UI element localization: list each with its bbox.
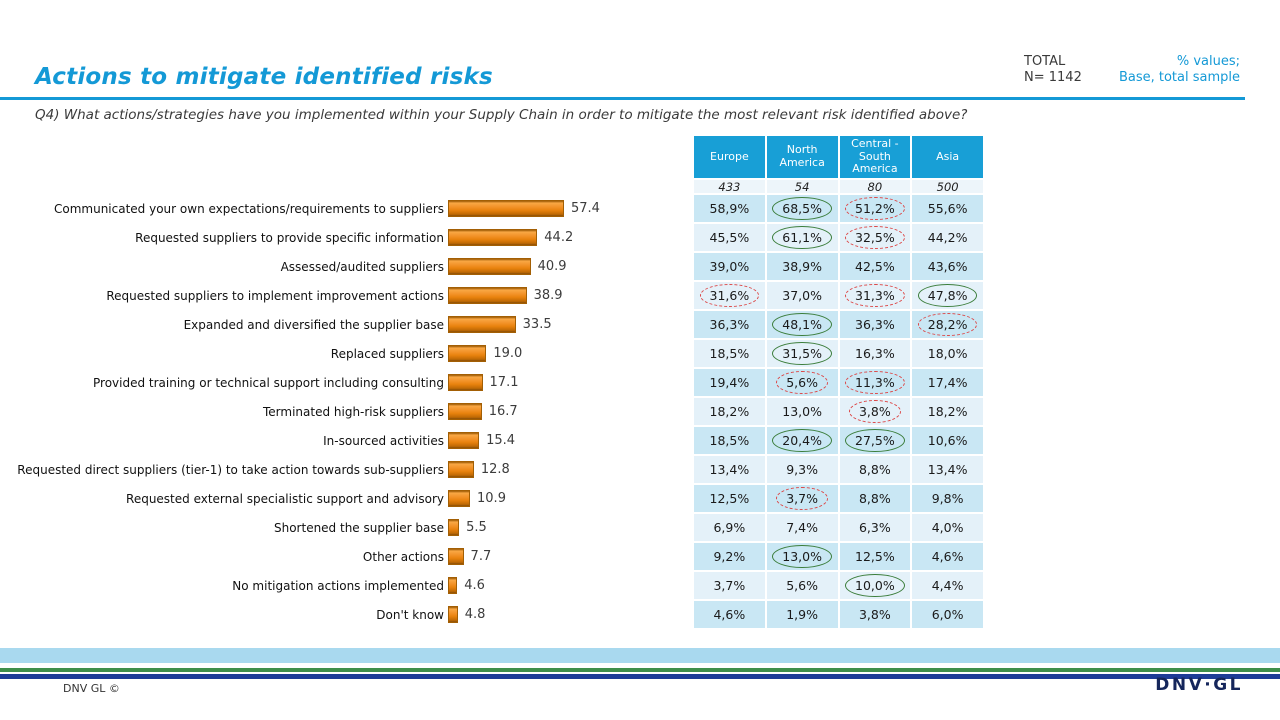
table-cell <box>767 195 838 222</box>
base-cell: 433 <box>694 180 765 193</box>
table-cell: 12,5% <box>840 543 911 570</box>
highlight-ellipse-green: 47,8% <box>926 288 970 303</box>
table-cell <box>840 398 911 425</box>
table-cell: 18,5% <box>694 427 765 454</box>
chart-row <box>0 426 694 455</box>
ellipse-outline <box>772 197 832 220</box>
table-cell: 44,2% <box>912 224 983 251</box>
highlight-ellipse-red: 28,2% <box>926 317 970 332</box>
table-cell: 13,0% <box>767 398 838 425</box>
table-cell: 4,6% <box>694 601 765 628</box>
chart-row <box>0 484 694 513</box>
ellipse-outline <box>776 487 828 510</box>
bar-value: 16.7 <box>488 404 518 419</box>
dnvgl-logo: DNV·GL <box>1155 675 1243 695</box>
base-cell: 500 <box>912 180 983 193</box>
chart-row <box>0 600 694 629</box>
bar <box>448 374 483 391</box>
total-label: TOTAL <box>1024 54 1066 69</box>
bar-label: Don't know <box>376 607 444 622</box>
ellipse-outline <box>700 284 760 307</box>
table-cell: 3,7% <box>694 572 765 599</box>
ellipse-outline <box>849 400 901 423</box>
table-cell <box>840 369 911 396</box>
table-cell: 17,4% <box>912 369 983 396</box>
table-cell: 6,9% <box>694 514 765 541</box>
bar-label: In-sourced activities <box>323 433 444 448</box>
table-cell: 9,3% <box>767 456 838 483</box>
bar-label: Provided training or technical support including consulting <box>93 375 444 390</box>
bar <box>448 229 537 246</box>
chart-row <box>0 397 694 426</box>
table-cell: 19,4% <box>694 369 765 396</box>
bar-label: Replaced suppliers <box>330 346 444 361</box>
footer-stripe-green <box>0 668 1280 672</box>
footer-stripe-navy <box>0 674 1280 679</box>
bar <box>448 577 457 594</box>
chart-row <box>0 223 694 252</box>
table-cell: 43,6% <box>912 253 983 280</box>
table-cell <box>912 311 983 338</box>
table-cell: 9,2% <box>694 543 765 570</box>
highlight-ellipse-red: 32,5% <box>853 230 897 245</box>
table-cell: 38,9% <box>767 253 838 280</box>
ellipse-outline <box>772 226 832 249</box>
table-cell <box>840 224 911 251</box>
bar-label: No mitigation actions implemented <box>232 578 444 593</box>
table-cell <box>840 427 911 454</box>
ellipse-outline <box>918 284 978 307</box>
column-header: North America <box>767 136 838 178</box>
table-cell: 16,3% <box>840 340 911 367</box>
bar-value: 15.4 <box>486 433 516 448</box>
highlight-ellipse-red: 51,2% <box>853 201 897 216</box>
bar-label: Requested direct suppliers (tier-1) to take action towards sub-suppliers <box>17 462 444 477</box>
ellipse-outline <box>772 545 832 568</box>
table-cell: 13,4% <box>912 456 983 483</box>
values-note-block <box>1119 54 1240 86</box>
bar-value: 5.5 <box>466 520 487 535</box>
ellipse-outline <box>845 574 905 597</box>
table-cell: 45,5% <box>694 224 765 251</box>
bar-label: Terminated high-risk suppliers <box>262 404 444 419</box>
highlight-ellipse-green: 20,4% <box>780 433 824 448</box>
table-cell: 18,0% <box>912 340 983 367</box>
table-cell <box>767 543 838 570</box>
table-cell <box>767 224 838 251</box>
table-cell <box>840 195 911 222</box>
ellipse-outline <box>772 342 832 365</box>
table-cell: 39,0% <box>694 253 765 280</box>
base-cell: 54 <box>767 180 838 193</box>
table-cell: 36,3% <box>840 311 911 338</box>
chart-row <box>0 339 694 368</box>
table-cell <box>767 311 838 338</box>
highlight-ellipse-green: 61,1% <box>780 230 824 245</box>
bar <box>448 606 458 623</box>
chart-row <box>0 194 694 223</box>
table-cell: 4,4% <box>912 572 983 599</box>
bar-value: 38.9 <box>533 288 563 303</box>
chart-row <box>0 455 694 484</box>
chart-row <box>0 281 694 310</box>
table-cell <box>767 340 838 367</box>
table-cell: 8,8% <box>840 485 911 512</box>
table-cell: 8,8% <box>840 456 911 483</box>
bar-value: 12.8 <box>480 462 510 477</box>
table-cell <box>912 282 983 309</box>
bar <box>448 490 470 507</box>
table-cell: 18,2% <box>912 398 983 425</box>
total-base-value: N= 1142 <box>1024 70 1082 85</box>
chart-row <box>0 513 694 542</box>
bar <box>448 258 531 275</box>
bar <box>448 287 527 304</box>
bar <box>448 432 479 449</box>
bar-label: Requested external specialistic support and advisory <box>126 491 444 506</box>
ellipse-outline <box>845 429 905 452</box>
page-title: Actions to mitigate identified risks <box>35 64 493 90</box>
bar <box>448 519 459 536</box>
ellipse-outline <box>772 429 832 452</box>
table-cell <box>840 282 911 309</box>
ellipse-outline <box>845 197 905 220</box>
highlight-ellipse-green: 13,0% <box>780 549 824 564</box>
highlight-ellipse-green: 48,1% <box>780 317 824 332</box>
bar <box>448 345 486 362</box>
bar-value: 57.4 <box>570 201 600 216</box>
base-cell: 80 <box>840 180 911 193</box>
bar-label: Communicated your own expectations/requirements to suppliers <box>54 201 444 216</box>
column-header: Europe <box>694 136 765 178</box>
bar-value: 4.8 <box>464 607 486 622</box>
table-cell <box>767 485 838 512</box>
ellipse-outline <box>918 313 978 336</box>
column-header: Central - South America <box>840 136 911 178</box>
highlight-ellipse-green: 10,0% <box>853 578 897 593</box>
total-base-block <box>1024 54 1082 86</box>
chart-row <box>0 542 694 571</box>
bar-value: 44.2 <box>544 230 574 245</box>
table-cell: 18,5% <box>694 340 765 367</box>
bar-chart <box>0 194 694 629</box>
table-cell: 9,8% <box>912 485 983 512</box>
table-cell: 5,6% <box>767 572 838 599</box>
table-cell: 10,6% <box>912 427 983 454</box>
table-cell: 3,8% <box>840 601 911 628</box>
bar <box>448 200 564 217</box>
table-cell: 12,5% <box>694 485 765 512</box>
bar-value: 40.9 <box>537 259 567 274</box>
bar-label: Assessed/audited suppliers <box>280 259 444 274</box>
table-cell: 18,2% <box>694 398 765 425</box>
bar-value: 17.1 <box>489 375 519 390</box>
base-note: Base, total sample <box>1118 70 1240 85</box>
bar <box>448 403 482 420</box>
copyright: DNV GL © <box>63 682 120 695</box>
table-cell: 13,4% <box>694 456 765 483</box>
chart-row <box>0 252 694 281</box>
highlight-ellipse-green: 31,5% <box>780 346 824 361</box>
highlight-ellipse-red: 31,6% <box>708 288 752 303</box>
chart-row <box>0 368 694 397</box>
bar-label: Requested suppliers to implement improvement actions <box>106 288 444 303</box>
table-cell: 58,9% <box>694 195 765 222</box>
table-cell <box>694 282 765 309</box>
bar-label: Shortened the supplier base <box>273 520 444 535</box>
highlight-ellipse-red: 3,7% <box>784 491 820 506</box>
bar-value: 33.5 <box>522 317 552 332</box>
bar-label: Other actions <box>362 549 444 564</box>
bar-label: Requested suppliers to provide specific information <box>135 230 444 245</box>
highlight-ellipse-green: 27,5% <box>853 433 897 448</box>
table-cell: 4,0% <box>912 514 983 541</box>
table-cell: 1,9% <box>767 601 838 628</box>
ellipse-outline <box>776 371 828 394</box>
bar-value: 4.6 <box>464 578 485 593</box>
table-cell: 7,4% <box>767 514 838 541</box>
table-cell: 42,5% <box>840 253 911 280</box>
table-cell <box>767 427 838 454</box>
question-text: Q4) What actions/strategies have you implemented within your Supply Chain in order to mitigate the most relevant risk identified above? <box>35 107 968 123</box>
highlight-ellipse-red: 11,3% <box>853 375 897 390</box>
bar-value: 19.0 <box>493 346 523 361</box>
chart-row <box>0 310 694 339</box>
bar-value: 10.9 <box>477 491 506 506</box>
ellipse-outline <box>845 371 905 394</box>
region-table <box>694 136 983 628</box>
bar <box>448 316 516 333</box>
ellipse-outline <box>845 226 905 249</box>
table-cell: 36,3% <box>694 311 765 338</box>
values-note: % values; <box>1176 54 1240 69</box>
bar-label: Expanded and diversified the supplier base <box>183 317 444 332</box>
title-underline <box>0 97 1245 100</box>
column-header: Asia <box>912 136 983 178</box>
bar-value: 7.7 <box>470 549 492 564</box>
highlight-ellipse-green: 68,5% <box>780 201 824 216</box>
highlight-ellipse-red: 3,8% <box>857 404 893 419</box>
table-cell: 37,0% <box>767 282 838 309</box>
bar <box>448 548 464 565</box>
table-cell <box>840 572 911 599</box>
ellipse-outline <box>845 284 905 307</box>
ellipse-outline <box>772 313 832 336</box>
table-cell <box>767 369 838 396</box>
table-cell: 6,0% <box>912 601 983 628</box>
bar <box>448 461 474 478</box>
highlight-ellipse-red: 31,3% <box>853 288 897 303</box>
table-cell: 4,6% <box>912 543 983 570</box>
table-cell: 6,3% <box>840 514 911 541</box>
chart-row <box>0 571 694 600</box>
table-cell: 55,6% <box>912 195 983 222</box>
highlight-ellipse-red: 5,6% <box>784 375 820 390</box>
footer-stripe-lightblue <box>0 648 1280 663</box>
